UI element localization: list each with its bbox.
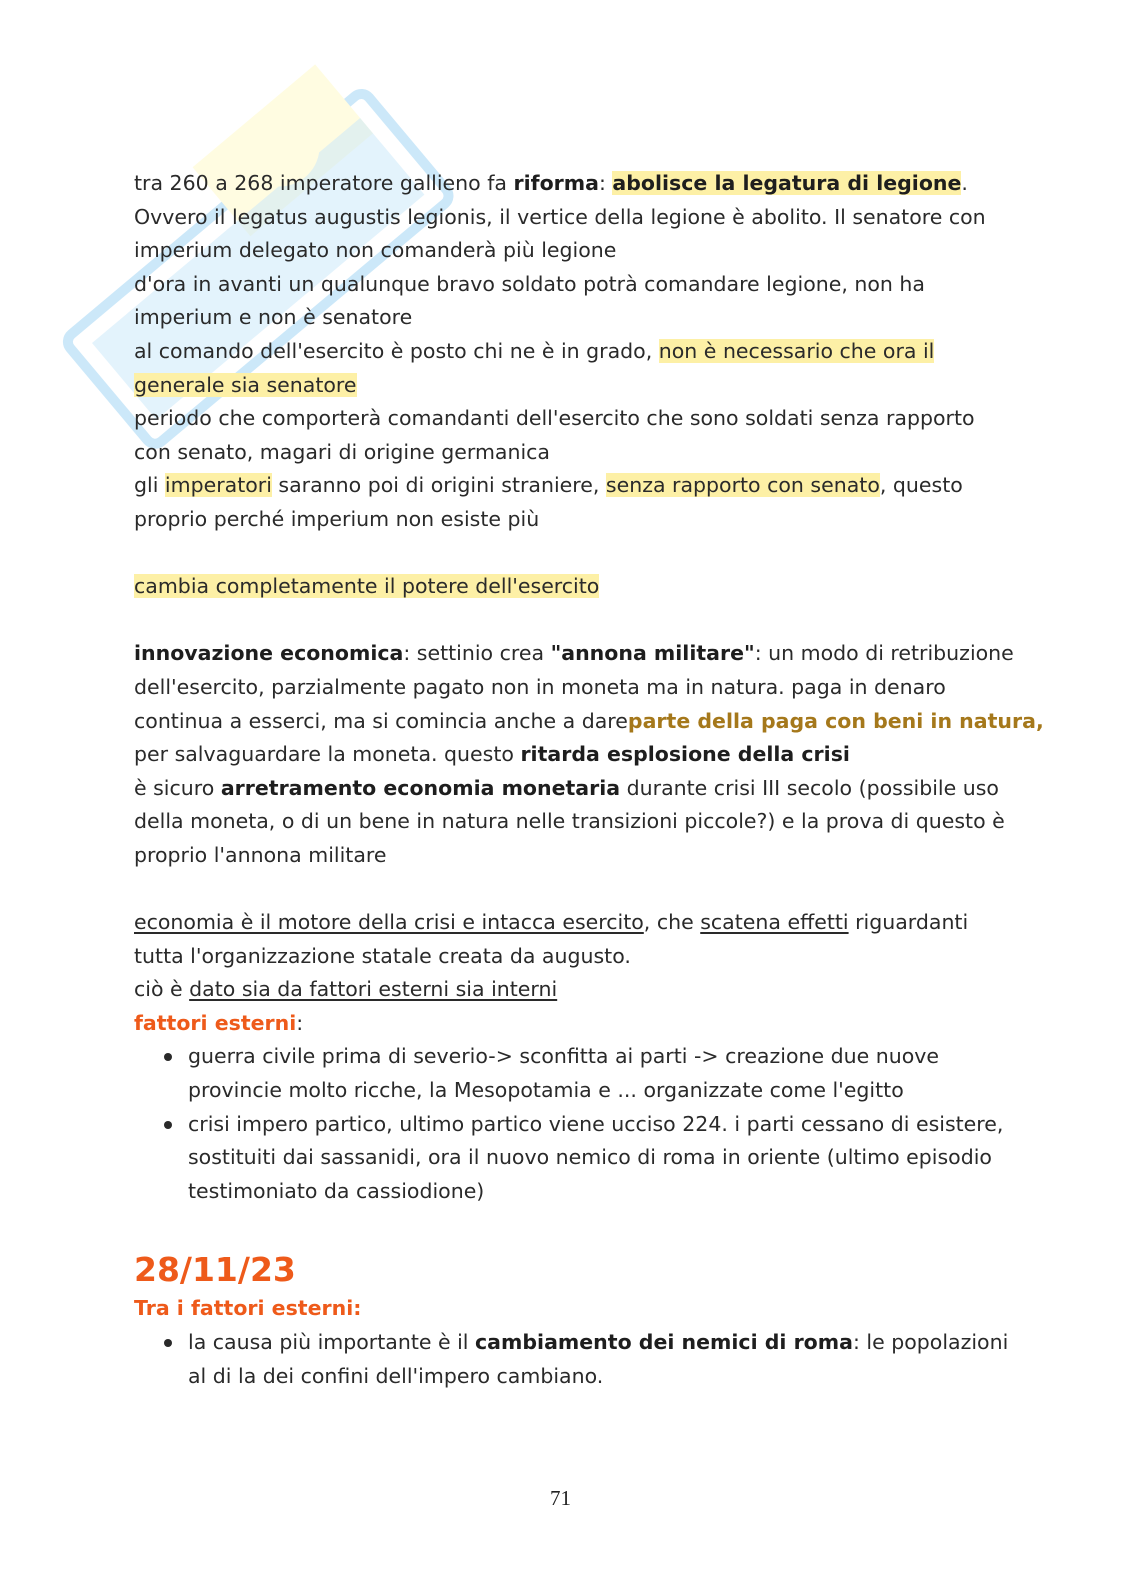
bold-term: "annona militare": [550, 641, 755, 666]
highlighted-text: senza rapporto con senato: [605, 473, 880, 498]
text-line: d'ora in avanti un qualunque bravo soldato potrà comandare legione, non ha: [134, 271, 925, 296]
highlighted-text: cambia completamente il potere dell'esercito: [134, 574, 600, 599]
text-line: [134, 570, 984, 604]
text-line: imperium delegato non comanderà più legione: [134, 238, 617, 263]
text-line: economia è il motore della crisi e intacca esercito, che scatena effetti riguardanti: [134, 910, 969, 935]
date-heading: 28/11/23: [134, 1250, 296, 1290]
subheading: Tra i fattori esterni:: [134, 1296, 362, 1321]
text-line: imperium e non è senatore: [134, 305, 413, 330]
bold-term: innovazione economica: [134, 641, 404, 666]
highlighted-text: non è necessario che ora il: [658, 338, 935, 363]
text-line: innovazione economica: settinio crea "annona militare": un modo di retribuzione: [134, 641, 1014, 666]
bold-term: arretramento economia monetaria: [220, 775, 621, 800]
text-line: dell'esercito, parzialmente pagato non in moneta ma in natura. paga in denaro: [134, 674, 946, 699]
highlighted-text: imperatori: [164, 473, 272, 498]
text-line: periodo che comporterà comandanti dell'esercito che sono soldati senza rapporto: [134, 406, 975, 431]
bullet-list: [134, 1326, 1009, 1393]
list-item: crisi impero partico, ultimo partico viene ucciso 224. i parti cessano di esistere, sostituiti dai sassanidi, ora il nuovo nemico di roma in oriente (ultimo episodio testimoniato da cassiodione): [134, 1108, 984, 1209]
text-line: continua a esserci, ma si comincia anche a dareparte della paga con beni in natura,: [134, 708, 1044, 733]
bold-term: cambiamento dei nemici di roma: [475, 1330, 853, 1354]
text-line: ciò è dato sia da fattori esterni sia interni: [134, 977, 558, 1002]
list-item: la causa più importante è il cambiamento dei nemici di roma: le popolazioni al di la dei confini dell'impero cambiano.: [134, 1326, 984, 1393]
text-line: della moneta, o di un bene in natura nelle transizioni piccole?) e la prova di questo è: [134, 809, 1005, 834]
section-label: fattori esterni:: [134, 1010, 304, 1035]
text-line: [134, 369, 984, 403]
underlined-text: economia è il motore della crisi e intacca esercito: [134, 910, 644, 935]
list-item: guerra civile prima di severio-> sconfitta ai parti -> creazione due nuove provincie molto ricche, la Mesopotamia e ... organizzate come l'egitto: [134, 1040, 984, 1107]
highlighted-text: generale sia senatore: [134, 372, 357, 397]
text-line: tutta l'organizzazione statale creata da augusto.: [134, 943, 631, 968]
bold-term: ritarda esplosione della crisi: [520, 742, 850, 767]
gold-bold-text: parte della paga con beni in natura: [627, 708, 1036, 733]
highlighted-bold-text: abolisce la legatura di legione: [612, 171, 962, 195]
text-line: proprio perché imperium non esiste più: [134, 506, 540, 531]
text-line: con senato, magari di origine germanica: [134, 439, 550, 464]
underlined-text: scatena effetti: [700, 910, 849, 935]
text-line: proprio l'annona militare: [134, 842, 387, 867]
text-line: è sicuro arretramento economia monetaria durante crisi III secolo (possibile uso: [134, 775, 999, 800]
underlined-text: dato sia da fattori esterni sia interni: [189, 977, 558, 1002]
document-body: [134, 167, 1044, 1393]
text-line: Ovvero il legatus augustis legionis, il vertice della legione è abolito. Il senatore con: [134, 204, 986, 229]
fattori-esterni-heading: fattori esterni: [134, 1010, 297, 1035]
page-number: 71: [550, 1486, 571, 1510]
text-line: gli imperatori saranno poi di origini straniere, senza rapporto con senato, questo: [134, 473, 963, 498]
text-line: al comando dell'esercito è posto chi ne è in grado, non è necessario che ora il: [134, 338, 935, 363]
bold-term: riforma: [513, 171, 599, 195]
text-line: tra 260 a 268 imperatore gallieno fa riforma: abolisce la legatura di legione.: [134, 171, 968, 195]
text-line: per salvaguardare la moneta. questo ritarda esplosione della crisi: [134, 742, 850, 767]
bullet-list: [134, 1040, 1004, 1208]
